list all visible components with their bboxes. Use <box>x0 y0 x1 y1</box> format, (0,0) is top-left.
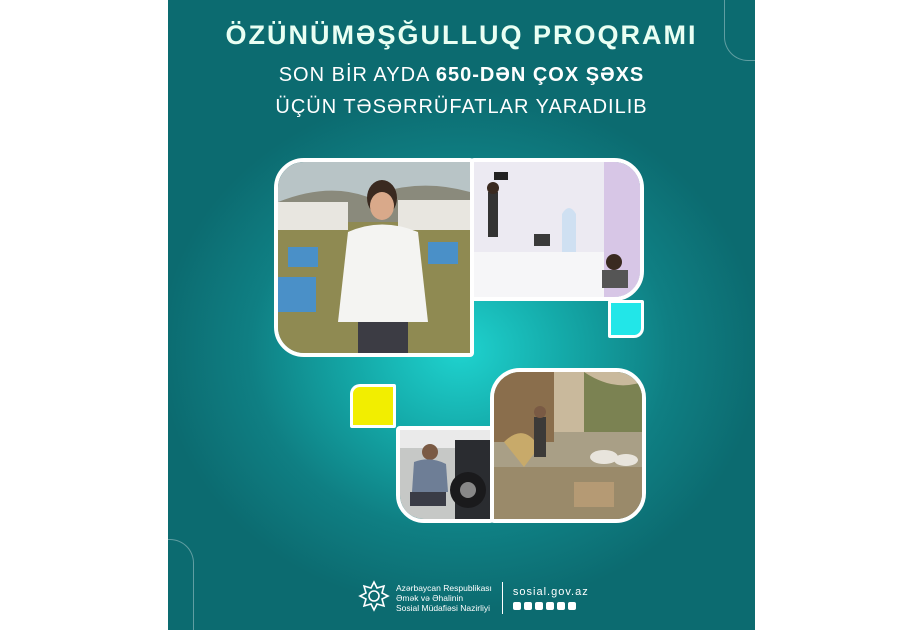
ministry-name <box>396 583 492 613</box>
instagram-icon[interactable] <box>524 602 532 610</box>
decorative-cyan-square <box>608 300 644 338</box>
subtitle-highlight: 650-DƏN ÇOX ŞƏXS <box>435 64 645 86</box>
photo-beekeeper <box>274 158 474 357</box>
footer-contact <box>513 586 589 610</box>
headline-subtitle-line1 <box>168 64 755 87</box>
photo-mechanic <box>396 426 494 523</box>
subtitle-prefix: SON BİR AYDA <box>278 64 436 86</box>
x-icon[interactable] <box>546 602 554 610</box>
youtube-icon[interactable] <box>557 602 565 610</box>
website-link[interactable]: sosial.gov.az <box>512 586 589 598</box>
social-icons <box>513 602 589 610</box>
photo-farmer <box>490 368 646 523</box>
photo-studio <box>470 158 644 301</box>
footer-divider <box>502 582 503 614</box>
footer <box>358 578 589 618</box>
decorative-yellow-square <box>350 384 396 428</box>
facebook-icon[interactable] <box>513 602 521 610</box>
poster <box>168 0 755 630</box>
ministry-name-line3: Sosial Müdafiəsi Nazirliyi <box>396 603 491 613</box>
ministry-emblem-icon <box>358 580 390 617</box>
linkedin-icon[interactable] <box>568 602 576 610</box>
headline-title: ÖZÜNÜMƏŞĞULLUQ PROQRAMI <box>225 20 698 50</box>
telegram-icon[interactable] <box>535 602 543 610</box>
ministry-name-line1: Azərbaycan Respublikası <box>396 583 492 593</box>
headline-subtitle-line2: ÜÇÜN TƏSƏRRÜFATLAR YARADILIB <box>275 96 648 118</box>
corner-frame-decoration <box>168 539 194 630</box>
ministry-name-line2: Əmək və Əhalinin <box>396 593 464 603</box>
